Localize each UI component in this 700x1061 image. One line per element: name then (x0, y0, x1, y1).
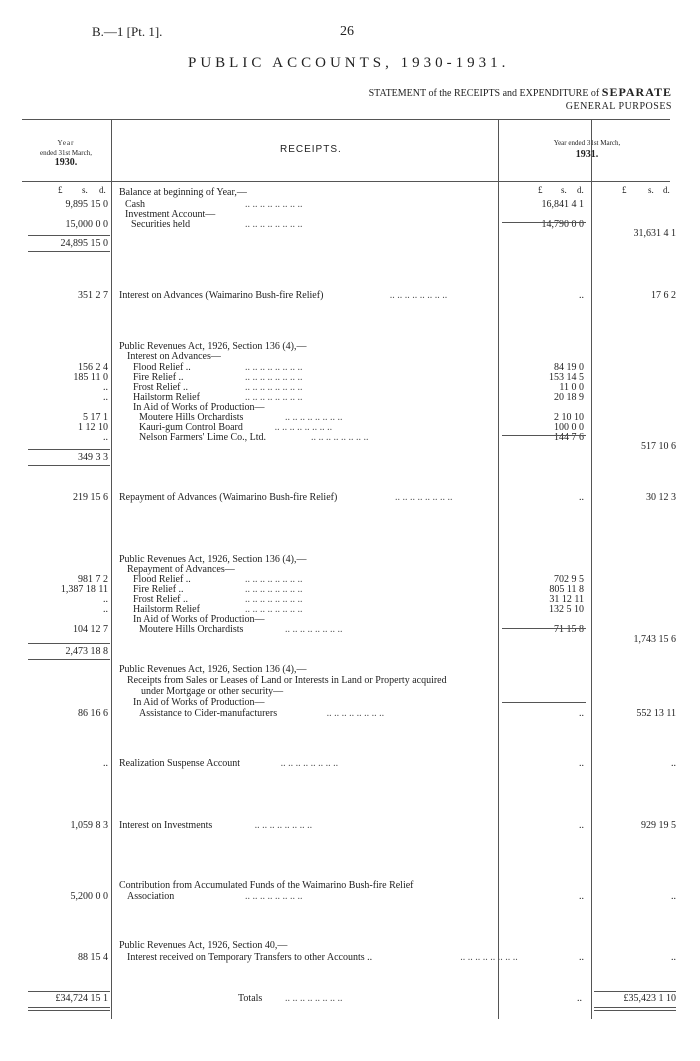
prev-year-head-line2: ended 31st March, (40, 149, 92, 157)
row-leader-dots: .. .. .. .. .. .. .. .. (245, 604, 303, 615)
row-label: Interest received on Temporary Transfers to other Accounts .. (127, 952, 373, 963)
row-label: Hailstorm Relief (133, 604, 200, 615)
cur-year-subtotal: 929 19 5 (641, 820, 676, 831)
row-label: Nelson Farmers' Lime Co., Ltd. (139, 432, 267, 443)
totals-leader: .. .. .. .. .. .. .. .. (285, 993, 343, 1004)
cur-year-subtotal: .. (671, 891, 676, 902)
row-label: Public Revenues Act, 1926, Section 136 (4),— (119, 664, 307, 675)
row-label: Realization Suspense Account (119, 758, 241, 769)
row-label: Fire Relief .. (133, 584, 184, 595)
cur-year-amount: 805 11 8 (549, 584, 584, 595)
row-label: Public Revenues Act, 1926, Section 136 (4),— (119, 341, 307, 352)
row-label: Repayment of Advances (Waimarino Bush-fire Relief) (119, 492, 338, 503)
prev-currency-pound: £ (58, 185, 63, 195)
prev-year-amount: 1,059 8 3 (70, 820, 108, 831)
prev-currency-pence: d. (99, 185, 106, 195)
row-leader-dots: .. .. .. .. .. .. .. .. (326, 708, 385, 719)
row-leader-dots: .. .. .. .. .. .. .. .. (389, 290, 448, 301)
column-divider-mid (498, 119, 499, 1019)
row-label: Frost Relief .. (133, 382, 188, 393)
row-label: Interest on Investments (119, 820, 213, 831)
prev-subtotal-rule (28, 449, 110, 450)
cur-subtotal-rule (502, 435, 586, 436)
cur-year-amount: .. (579, 758, 584, 769)
prev-subtotal-rule (28, 643, 110, 644)
cur-totals-rule (594, 991, 676, 992)
row-label: Assistance to Cider-manufacturers (139, 708, 278, 719)
cur-year-head-line1: Year ended 31st March, (553, 139, 621, 147)
statement-subheading: GENERAL PURPOSES (565, 101, 672, 112)
cur-year-subtotal: 31,631 4 1 (633, 228, 676, 239)
prev-year-amount: 351 2 7 (78, 290, 108, 301)
prev-year-subtotal: 349 3 3 (78, 452, 108, 463)
row-label: Hailstorm Relief (133, 392, 200, 403)
prev-year-amount: .. (103, 392, 108, 403)
prev-year-amount: .. (103, 382, 108, 393)
row-label: Association (127, 891, 175, 902)
prev-year-amount: 1,387 18 11 (60, 584, 108, 595)
cur-subtotal-rule (502, 702, 586, 703)
prev-totals-rule (28, 991, 110, 992)
prev-year-amount: 219 15 6 (73, 492, 108, 503)
row-label: Cash (125, 199, 145, 210)
prev-grand-total: £34,724 15 1 (55, 993, 108, 1004)
prev-subtotal-underline (28, 251, 110, 252)
row-label: Moutere Hills Orchardists (139, 624, 244, 635)
cur-year-amount: 16,841 4 1 (541, 199, 584, 210)
cur-grand-total: £35,423 1 10 (623, 993, 676, 1004)
row-leader-dots: .. .. .. .. .. .. .. .. (285, 624, 343, 635)
row-label: Investment Account— (125, 209, 216, 220)
cur-year-subtotal: 517 10 6 (641, 441, 676, 452)
row-label: In Aid of Works of Production— (133, 402, 265, 413)
prev-year-head-line3: 1930. (54, 157, 78, 168)
prev-year-amount: 104 12 7 (73, 624, 108, 635)
cur-year-head-line2: 1931. (575, 149, 599, 160)
row-label: In Aid of Works of Production— (133, 697, 265, 708)
row-label: Flood Relief .. (133, 574, 191, 585)
prev-year-amount: 185 11 0 (73, 372, 108, 383)
cur-year-subtotal: .. (671, 758, 676, 769)
cur-year-subtotal: 17 6 2 (651, 290, 676, 301)
cur-subtotal-rule (502, 222, 586, 223)
column-divider-left (111, 119, 112, 1019)
prev-year-head-line1: Year (57, 139, 75, 147)
row-label: Interest on Advances (Waimarino Bush-fire Relief) (119, 290, 324, 301)
prev-currency-shilling: s. (82, 185, 88, 195)
cur-year-head (512, 138, 662, 160)
column-divider-right (591, 119, 592, 1019)
row-leader-dots: .. .. .. .. .. .. .. .. (245, 362, 303, 373)
row-label: Interest on Advances— (127, 351, 221, 362)
right-currency-pound: £ (622, 185, 627, 195)
cur-year-amount: .. (579, 492, 584, 503)
cur-year-amount: 14,790 0 0 (541, 219, 584, 230)
mid-currency-pence: d. (577, 185, 584, 195)
cur-year-amount: 31 12 11 (549, 594, 584, 605)
row-leader-dots: .. .. .. .. .. .. .. .. (245, 382, 303, 393)
cur-year-amount: .. (579, 952, 584, 963)
row-leader-dots: .. .. .. .. .. .. .. .. (274, 422, 333, 433)
cur-year-amount: 132 5 10 (549, 604, 584, 615)
row-label: Contribution from Accumulated Funds of the Waimarino Bush-fire Relief (119, 880, 414, 891)
row-label: Public Revenues Act, 1926, Section 136 (4),— (119, 554, 307, 565)
row-leader-dots: .. .. .. .. .. .. .. .. (245, 574, 303, 585)
cur-year-amount: 144 7 6 (554, 432, 584, 443)
cur-year-amount: 100 0 0 (554, 422, 584, 433)
right-currency-shilling: s. (648, 185, 654, 195)
totals-label: Totals (238, 993, 263, 1004)
cur-year-amount: .. (579, 891, 584, 902)
row-label: Flood Relief .. (133, 362, 191, 373)
prev-year-amount: 9,895 15 0 (65, 199, 108, 210)
cur-year-amount: 153 14 5 (549, 372, 584, 383)
cur-year-amount: 71 15 8 (554, 624, 584, 635)
cur-year-amount: .. (579, 708, 584, 719)
row-leader-dots: .. .. .. .. .. .. .. .. (245, 392, 303, 403)
mid-currency-pound: £ (538, 185, 543, 195)
row-leader-dots: .. .. .. .. .. .. .. .. (285, 412, 343, 423)
page-title: PUBLIC ACCOUNTS, 1930-1931. (188, 55, 510, 71)
right-currency-pence: d. (663, 185, 670, 195)
row-label: Securities held (131, 219, 191, 230)
row-leader-dots: .. .. .. .. .. .. .. .. (460, 952, 518, 963)
cur-year-amount: 702 9 5 (554, 574, 584, 585)
table-head-rule (22, 181, 670, 182)
prev-year-subtotal: 24,895 15 0 (60, 238, 108, 249)
prev-year-amount: .. (103, 604, 108, 615)
prev-year-amount: 156 2 4 (78, 362, 108, 373)
prev-year-amount: 981 7 2 (78, 574, 108, 585)
row-label: Repayment of Advances— (127, 564, 235, 575)
row-leader-dots: .. .. .. .. .. .. .. .. (245, 891, 303, 902)
row-leader-dots: .. .. .. .. .. .. .. .. (280, 758, 339, 769)
cur-year-amount: .. (579, 290, 584, 301)
prev-subtotal-rule (28, 235, 110, 236)
mid-currency-shilling: s. (561, 185, 567, 195)
row-label: In Aid of Works of Production— (133, 614, 265, 625)
row-leader-dots: .. .. .. .. .. .. .. .. (245, 594, 303, 605)
cur-totals-double-rule (594, 1007, 676, 1011)
cur-year-amount: 20 18 9 (554, 392, 584, 403)
cur-year-subtotal: 30 12 3 (646, 492, 676, 503)
prev-totals-double-rule (28, 1007, 110, 1011)
document-reference: B.—1 [Pt. 1]. (92, 24, 163, 39)
row-leader-dots: .. .. .. .. .. .. .. .. (395, 492, 453, 503)
prev-year-amount: 15,000 0 0 (65, 219, 108, 230)
prev-year-amount: 5 17 1 (83, 412, 108, 423)
page-number: 26 (340, 24, 354, 39)
cur-year-subtotal: .. (671, 952, 676, 963)
row-leader-dots: .. .. .. .. .. .. .. .. (254, 820, 313, 831)
row-label: Frost Relief .. (133, 594, 188, 605)
prev-year-amount: .. (103, 594, 108, 605)
row-label: Balance at beginning of Year,— (119, 187, 247, 198)
cur-year-subtotal: 552 13 11 (636, 708, 676, 719)
statement-heading (369, 86, 672, 100)
cur-year-amount: .. (579, 820, 584, 831)
cur-year-amount: 84 19 0 (554, 362, 584, 373)
table-top-rule (22, 119, 670, 120)
prev-year-subtotal: 2,473 18 8 (65, 646, 108, 657)
prev-year-head (24, 138, 108, 168)
row-label: under Mortgage or other security— (141, 686, 284, 697)
cur-year-subtotal: 1,743 15 6 (633, 634, 676, 645)
prev-year-amount: 1 12 10 (78, 422, 108, 433)
row-leader-dots: .. .. .. .. .. .. .. .. (245, 219, 303, 230)
prev-year-amount: 86 16 6 (78, 708, 108, 719)
prev-year-amount: .. (103, 758, 108, 769)
prev-year-amount: 5,200 0 0 (70, 891, 108, 902)
row-leader-dots: .. .. .. .. .. .. .. .. (245, 199, 303, 210)
receipts-heading: RECEIPTS. (280, 144, 342, 155)
row-leader-dots: .. .. .. .. .. .. .. .. (245, 372, 303, 383)
statement-bold: SEPARATE (601, 85, 672, 99)
prev-year-amount: .. (103, 432, 108, 443)
cur-year-amount: 11 0 0 (559, 382, 584, 393)
cur-subtotal-rule (502, 628, 586, 629)
prev-subtotal-underline (28, 659, 110, 660)
row-leader-dots: .. .. .. .. .. .. .. .. (245, 584, 303, 595)
mid-grand-total: .. (577, 993, 582, 1004)
row-label: Kauri-gum Control Board (139, 422, 243, 433)
prev-subtotal-underline (28, 465, 110, 466)
cur-year-amount: 2 10 10 (554, 412, 584, 423)
row-label: Public Revenues Act, 1926, Section 40,— (119, 940, 288, 951)
statement-prefix: STATEMENT of the RECEIPTS and EXPENDITURE of (368, 88, 600, 99)
row-label: Receipts from Sales or Leases of Land or Interests in Land or Property acquired (127, 675, 447, 686)
row-leader-dots: .. .. .. .. .. .. .. .. (311, 432, 369, 443)
row-label: Moutere Hills Orchardists (139, 412, 244, 423)
row-label: Fire Relief .. (133, 372, 184, 383)
prev-year-amount: 88 15 4 (78, 952, 108, 963)
